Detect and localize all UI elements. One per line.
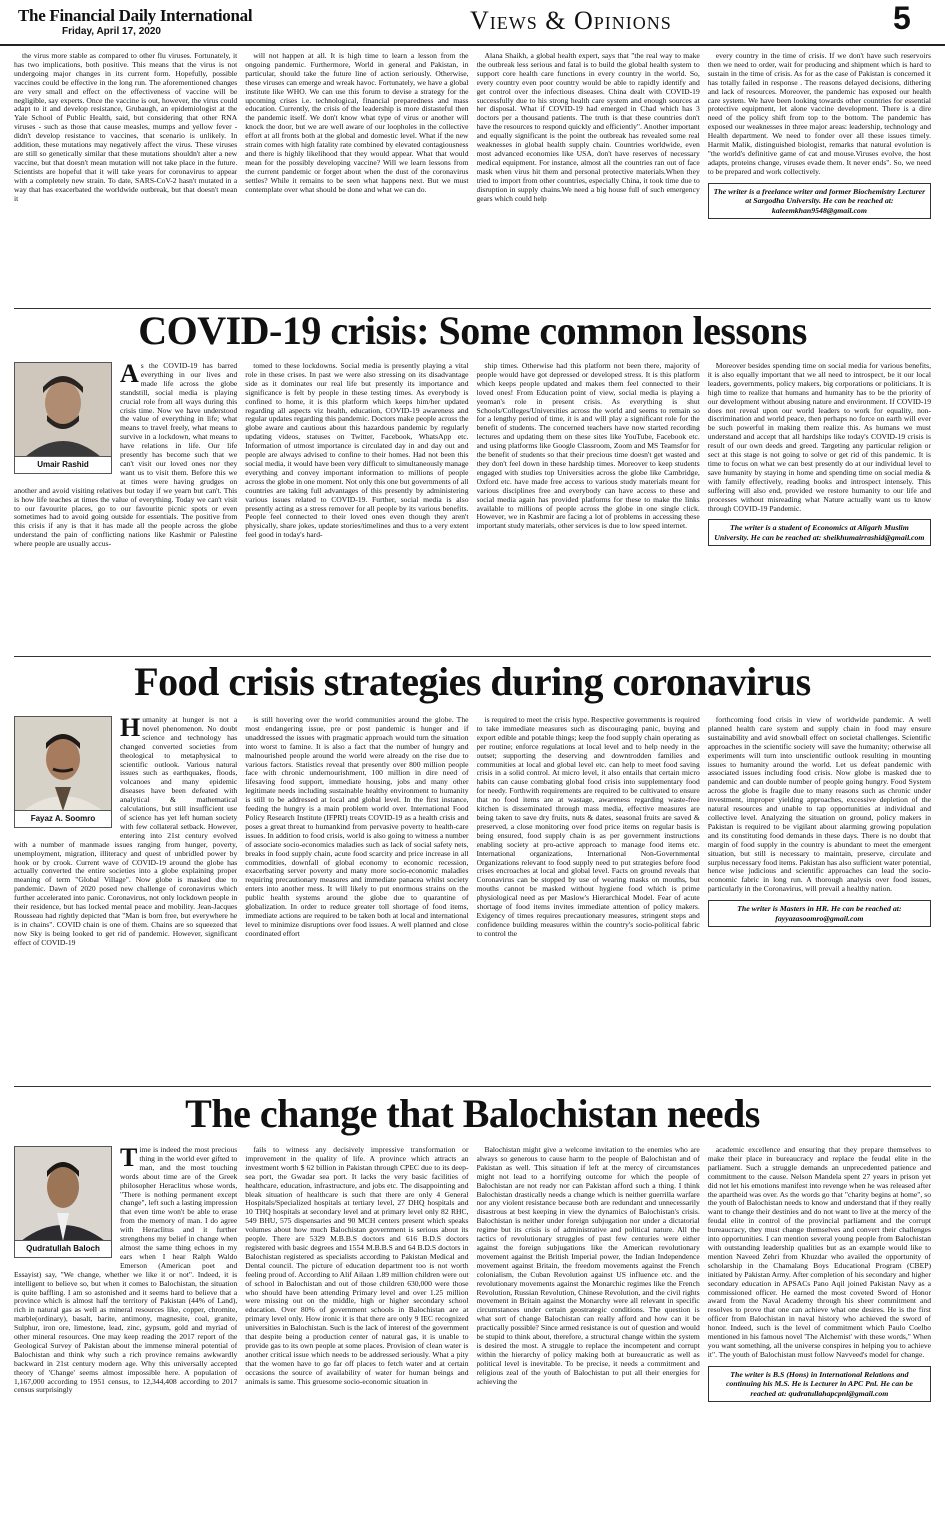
column-text: will not happen at all. It is high time to learn a lesson from the ongoing pandemic. Furthermore, World in general and Pakistan, in particular, should take the future line of action seriously. Otherwise, these viruses can emerge and wreak havoc. Fortunately, we have a global institute like WHO. We can use this forum to devise a strategy for the upcoming crises i.e. technological, financial preparedness and mass education. Currently, the crisis of the leadership is more distasteful then the pandemic itself. We don't know what type of virus or another will knock the door, but we are well aware of our loopholes in the collective effort at all fronts both at the global and domestic level. What if the new strain comes with high fatality rate combined by elevated contagiousness and there is highly likelihood that they would appear. What that would mean for the possibly developing vaccine? Will we learn lessons from the current pandemic or forget about when the dust of the coronavirus settles? While it remains to be seen what happens next. But we must contemplate over what should be done and what we can do. — [245, 52, 469, 194]
column-text: tomed to these lockdowns. Social media is presently playing a vital role in these crises. In past we were also stressing on its disadvantage side as it dominates our real life but presently its importance and significance is felt by people in these testing times. As everybody is confined to home, it is this platform which keeps him/her updated regarding all aspects viz health, education, COVID-19 awareness and regular updates regarding this pandemic. Doctors make people across the globe aware and cautious about this hazardous pandemic by regularly updating videos, statuses on Twitter, Facebook, WhatsApp etc. Information of utmost importance is circulated day in and day out and people are always advised to confine to their homes. Had not been this social media, it would have been very difficult to simultaneously manage everything and convey important information to millions of people across the globe in one moment. Not only this one but governments of all countries are taking full advantages of this presently by administering various issues related to COVID-19. Further, social media is also presently acting as a stress remover for all people by its various benefits. People feel connected to their loved ones even though they aren't physically, share jokes, update stories/timelines and thus to a very extent feel good in today's hard- — [245, 362, 469, 540]
author-portrait-icon — [15, 363, 111, 457]
top-article-col2 — [245, 52, 468, 305]
article-covid-lessons — [14, 362, 931, 652]
article2-col4 — [708, 716, 931, 1082]
column-text: ship times. Otherwise had this platform not been there, majority of people would have got depressed or developed stress. It is this platform which keeps people updated and makes them feel connected to their loved ones! From Education point of view, social media is playing a yeoman's role in present crisis. As everything is shut Schools/Colleges/Universities across the world and seems to remain so for a lengthy period of time, it is and will play a significant role for the benefit of students. The concerned teachers have now started recording lectures and updating them on these sites like YouTube, Facebook etc. and using platforms like Google Classroom, Zoom and MS Teamsfor for the benefit of students so that their precious time doesn't get wasted and they don't feel down in these hardship times. Moreover to keep students engaged with studies top Universities across the globe like Cambridge, Oxford etc. have made free access to various study materials meant for various disciplines free and everybody can have access to these and social media again has provided platforms for these to make the links available to millions of people across the globe in one single click. However, we in Kashmir are facing a lot of problems in accessing these important study materials, other services is due to low speed internet. — [476, 362, 700, 531]
page-number: 5 — [893, 0, 911, 36]
column-text: Alana Shaikh, a global health expert, says that "the real way to make the outbreak less serious and fatal is to build the global health system to support core health care functions in every country in the world. So, every country even poor country would be able to rapidly identify and get control over the infectious diseases. China dealt with COVID-19 successfully due to his strong health care system and enough sources at her disposal. What if COVID-19 had emerged in Chad which has 3 doctors per a thousand patients. The truth is that these countries don't have the resources to respond quickly and efficiently". Another important and equally significant is the point the outbreak has revealed some real weaknesses in global health supply chain. Countries worldwide, even most advanced economies like USA, don't have reserves of necessary medical equipment. For instance, almost all the countries ran out of face mask when virus hit them and personal protective materials.When they tried to import from other countries, especially China, it took time due to disruption in supply chains.We need a big house full of such emergency gears which could help — [476, 52, 700, 203]
top-article — [14, 52, 931, 305]
top-article-col4 — [708, 52, 931, 305]
article1-col3 — [477, 362, 700, 652]
author-name: Fayaz A. Soomro — [15, 810, 111, 827]
author-bio: The writer is B.S (Hons) in International Relations and continuing his M.S. He is Lecturer in APC Pnl. He can be reached at: qudratullahapcpnl@gmail.com — [708, 1366, 931, 1403]
divider — [14, 1086, 931, 1087]
headline-food-crisis: Food crisis strategies during coronavirus — [134, 659, 811, 704]
author-bio: The writer is a student of Economics at Aligarh Muslim University. He can be reached at: sheikhumairrashid@gmail.com — [708, 519, 931, 546]
article2-col2 — [245, 716, 468, 1082]
author-name: Umair Rashid — [15, 456, 111, 473]
article3-col4 — [708, 1146, 931, 1534]
headline-balochistan: The change that Balochistan needs — [185, 1091, 760, 1136]
drop-cap: A — [120, 362, 139, 388]
author-portrait-icon — [15, 1147, 111, 1241]
top-article-col1 — [14, 52, 237, 305]
drop-cap: T — [120, 1146, 138, 1172]
column-text: the virus more stable as compared to other flu viruses. Fortunately, it has two implications, both positive. This means that the virus is not undergoing major changes in its current form. Hopefully, possible vaccines could be effective in the long run. The aforementioned changes are very small and effect on the effectiveness of vaccine will be negligible, say experts. Once the vaccine is out, however, the virus could adapt to it and develop resistance, Grubaugh, an epidemiologist at the Yale School of Public Health, said, but considering that other RNA viruses - such as those that cause measles, mumps and yellow fever - didn't develop resistance to vaccines, that scenario is unlikely. In addition, these mutations may negatively affect the virus. These viruses are still so genetically similar that these mutations shouldn't alter a new vaccine, but that doesn't mean mutation will not take place in the future. Scientists are hopeful that it will take years for coronavirus to appear with a completely new strain. To date, SARS-CoV-2 hasn't mutated in a way that has exacerbated the worldwide outbreak, but that doesn't mean it — [14, 52, 238, 203]
divider — [14, 656, 931, 657]
column-text: ime is indeed the most precious thing in the world ever gifted to man, and the most touching words about time are of the Greek philosopher Heraclitus whose words, "There is nothing permanent except change", left such a lasting impression that even time won't be able to erase from the memory of man. I do agree with Heraclitus and it further strengthens my belief in change when almost the same thing echoes in my ears when I hear Ralph Waldo Emerson (American poet and Essayist) say, "We change, whether we like it or not". Indeed, it is intelligent to believe so, but when it comes to Balochistan, the situation is quite baffling. I am so astonished and it seems hard to believe that a province which is almost half the territory of Pakistan (44% of Land), rich in natural gas as well as mineral resources like, copper, chromite, marble(ordinary), basalt, barite, antimony, magnesite, coal, granite, Sulphur, iron ore, limestone, lead, zinc, gypsum, gold and myriad of other mineral resources. One may keep reading the 2017 report of the Geological Survey of Pakistan about the immense mineral potential of Balochistan and think why such a rich province remains awkwardly backward in 21st century modern age. Why this universally accepted theory of 'Change' seems almost impossible here. A population of 1,167,000 according to 1951 census, to 12,344,408 according to 2017 census surprisingly — [14, 1146, 238, 1395]
column-text: fails to witness any decisively impressive transformation or improvement in the quality of life. A province which attracts an investment worth $ 62 billion in Pakistan through CPEC due to its deep-sea port, the Gwadar sea port. It lacks the very basic facilities of healthcare, education, infrastructure, and jobs etc. The disappointing and bleak situation of healthcare is such that there are only 4 General Hospitals/Specialized hospitals at tertiary level, 27 DHQ hospitals and 10 THQ hospitals at secondary level and at primary level only 82 RHC, 549 BHU, 575 dispensaries and 90 MCH centers present which speaks volumes about how much Balochistan government is serious about its people. There are 5329 M.B.B.S doctors and 616 B.D.S doctors registered with basic degrees and 1554 M.B.B.S and 64 B.D.S doctors in Balochistan registered as specialists according to Pakistan Medical and Dental council. The picture of education department too is not worth feeling proud of. According to Alif Ailaan 1.89 million children were out of school in Balochistan and out of those children 630,000 were those who should have been attending Primary level and over 1.25 million were missing out on the middle, high or higher secondary school education. Over 80% of government schools in Balochistan are at primary level only. How ironic it is that there are only 9 IEC recognized universities in Balochistan. Such is the lack of interest of the government that despite being a production center of natural gas, it is unable to provide gas to its own people at some places. Provision of clean water is another critical issue which needs to be addressed seriously. What a pity that the women have to go far off places to fetch water and at certain occasions the source of availability of water for human beings and animals is same. This gruesome socio-economic situation in — [245, 1146, 469, 1386]
column-text: Moreover besides spending time on social media for various benefits, it is also equally important that we all need to introspect, be it our local leaders, governments, policy makers, big corporations or politicians. It is high time to realize that humans and humanity has to be the priority of our development without abusing nature and environment. If COVID-19 does not reveal upon our world leaders to work for equality, non-discrimination and world peace, then perhaps no force on earth will ever be such powerful in making them realize this. As humans we must understand and accept that all hardships like today's COVID-19 crisis is result of our own deeds and greed. Targeting any particular religion or sect at this stage is not going to solve or get rid of this pandemic. It is time to focus on what we can best presently do at our individual level to save humanity by staying in home and spending time on social media & with family effectively, reading books and introspect intensely. This suffering will also end, provided we restore humanity to our life and processes without misreading what Nature actually want us to know through COVID-19 Pandemic. — [707, 362, 931, 513]
article-balochistan — [14, 1146, 931, 1534]
masthead — [0, 0, 945, 46]
article-food-crisis — [14, 716, 931, 1082]
article1-col4 — [708, 362, 931, 652]
article1-col2 — [245, 362, 468, 652]
issue-date: Friday, April 17, 2020 — [62, 26, 161, 37]
drop-cap: H — [120, 716, 141, 742]
article2-col1 — [14, 716, 237, 1082]
paper-name: The Financial Daily International — [18, 6, 253, 25]
column-text: umanity at hunger is not a novel phenomenon. No doubt science and technology has changed converted societies from theological to metaphysical to scientific outlook. Various natural issues such as earthquakes, floods, volcanoes and many epidemic diseases have been defeated with analytical & mathematical calculations, but still insufficient use of science has yet left human society with few collateral setback. However, entering into 21st century evolved with a number of manmade issues ranging from hunger, poverty, unemployment, migration, illiteracy and quest of unbridled power by hook or by crook. Current wave of COVID-19 around the globe has actually converted the entire societies into a globe explaining proper meaning of term "Global Village". Now globe is masked due to pandemic. Dawn of 2020 posed new challenge of coronavirus which further accelerated into panic. Coronavirus, not only lockdown people in their residence, but has locked mental peace and mobility. Jean-Jacques Rousseau had rightly depicted that "Man is born free, but everywhere he is in chains". COVID chain is one of them. Chains are so squeezed that now Sky is being looked to get rid of pandemic. However, significant effect of COVID-19 — [14, 716, 238, 947]
column-text: is required to meet the crisis hype. Respective governments is required to take immediate measures such as discouraging panic, buying and export edible and potable things; keep the food supply chain operating as per routine; enforce regulations at local level and to help needy in the outset; supporting the deserving and downtrodden families and communities at local and global level etc. can help to meet food saving crisis in a solid control. At micro level, it also entails that certain micro habits can cause combating global food crisis into supplementary food for needy. Forthwith requirements are required to be cultivated to ensure that no food items are at wastage, awareness regarding waste-free kitchen is disseminated through mass media, effective measures are being taken to save dry fruits, nuts & dates, seasonal fruits are saved & preserved, a close monitoring over food price items on regular basis is being ensured, food supply chain is as per government instructions enabling society at pro-active approach to manage food items etc. International organizations, International Non-Governmental Organizations relevant to food supply need to put strategies before food crises encroaches at local and global level. Facts on ground reveals that Coronavirus can be stopped by use of wearing masks on mouths, but mouths cannot be masked without hygiene food which is prime physiological need as per Maslow's Hierarchical Model. Fear of acute shortage of food items invites immediate attention of policy makers. Exigency of times requires precautionary measures, stringent steps and confidence building measures within the country's socio-political fabric to control the — [476, 716, 700, 938]
column-text: is still hovering over the world communities around the globe. The most endangering issue, pre or post pandemic is hunger and if unaddressed the issues with pragmatic approach would turn the situation into worst to famine. It is also a fact that the number of hungry and malnourished people around the world were already on the rise due to various factors. Statistics reveal that presently over 800 million people face with chronic undernourishment, 100 million in dire need of lifesaving food support, immediate housing, jobs and many other legitimate needs including sustainable healthy environment to humanity is still to be addressed at local and global level. In the first instance, feeding the hungry is a main problem world over. International Food Policy Research Institute (IFPRI) treats COVID-19 as a health crisis and poses a great threat to humankind from pervasive poverty to health-care issues. In addition to food crisis, world is also going to witness a number of associate socio-economics maladies such as lack of social safety nets, breaks in food supply chain, acute food scarcity and price increase in all commodities, downfall of global economy to economic recession, exacerbating server poverty and many more socio-economic maladies requiring precautionary measures and immediate panacea whilst society enters into another mess. It will likely to put enormous strains on the public health systems around the globe due to quarantine of globalization. In order to reduce greater toll shortage of food items, immediate actions are required to be taken both at local and international level to minimize disruptions over food issues. A well planned and close coordinated effort — [245, 716, 469, 938]
headline-covid-lessons: COVID-19 crisis: Some common lessons — [138, 308, 807, 353]
article1-col1 — [14, 362, 237, 652]
article3-col2 — [245, 1146, 468, 1534]
author-portrait-icon — [15, 717, 111, 811]
top-article-col3 — [477, 52, 700, 305]
author-bio: The writer is Masters in HR. He can be reached at: fayyazasoomro@gmail.com — [708, 900, 931, 927]
author-photo — [14, 362, 112, 474]
author-photo — [14, 1146, 112, 1258]
author-name: Qudratullah Baloch — [15, 1240, 111, 1257]
column-text: forthcoming food crisis in view of worldwide pandemic. A well planned health care system and supply chain in food may ensure sustainability and avid snowball effect on societal challenges. Scientific approaches in the scientific society will save the humanity; otherwise all experiments will turn into unscientific outlook resulting in mounting issues to humanity around the world. Let us defeat pandemic with associated issues including food crisis. Now globe is masked due to pandemic and can double number of people going hungry. Food System across the globe is fragile due to many reasons such as chronic under investment, improper yielding approaches, excessive depletion of the natural resources and unable to tap opportunities at individual and collective level. Analyzing the situation on ground, policy makers in Pakistan is required to be vigilant about alarming growing population and its constituting food demands in these days. There is no doubt that margin of food supply in the country is abundant to meet the emergent situation, but still is necessary to maintain, preserve, circulate and surplus necessary food items. Pakistan has also sufficient water potential, hence wise judicious and scientific approaches can lead the socio-economic fabric in long run. A thorough analysis over food issues, particularly in the Coronavirus, will prevail a healthy nation. — [707, 716, 931, 894]
author-photo — [14, 716, 112, 828]
article2-col3 — [477, 716, 700, 1082]
author-bio: The writer is a freelance writer and former Biochemistry Lecturer at Sargodha University. He can be reached at: kaleemkhan9548@gmail.com — [708, 183, 931, 220]
section-title: Views & Opinions — [470, 6, 672, 35]
article3-col1 — [14, 1146, 237, 1534]
column-text: academic excellence and ensuring that they prepare themselves to make their place in bureaucracy and replace the feudal elite in the parliament. Such a struggle demands an unprecedented patience and commitment to the cause. Nelson Mandela spent 27 years in prison yet did not let his emotions manifest into revenge when he was released after the apartheid was over. As the words go that "charity begins at home", so the youth of Balochistan needs to know and understand that if they really want to change their destinies and do not want to live at the mercy of the feudal elite in control of the provincial parliament and the corrupt bureaucracy, they must change themselves and convert their challenges into opportunities. I can mention several young people from Balochistan with outstanding leadership qualities but as an example would like to mention Naveed Zehri from Khuzdar who availed the opportunity of scholarship in the Chamalang Boys Educational Program (CBEP) initiated by Pakistan Army. After completion of his secondary and higher secondary education in APSACs Pano Aqil joined Pakistan Navy as a commissioned officer. He earned the most coveted Sword of Honor award from the Naval Academy through his sheer commitment and resolves to prove that one can achieve what one desires. He is the first officer from Balochistan in naval history who achieved the sword of honor. Indeed, such is the level of commitment which Paulo Coelho mentioned in his famous novel 'The Alchemist' with these words," When you want something, all the universe conspires in helping you to achieve it". The youth of Balochistan must follow Navveed's model for change. — [707, 1146, 931, 1359]
column-text: Balochistan might give a welcome invitation to the enemies who are always so generous to cause harm to the people of Balochistan and of Pakistan as well. This situation if left at the mercy of circumstances might not lead to a horrifying outcome for which the people of Balochistan are not ready nor can Pakistan afford such a thing. I think Balochistan drastically needs a change which is neither guerrilla warfare nor any violent resistance because both are redundant and unnecessarily disastrous at best keeping in view the dynamics of Balochistan's crisis. Balochistan is neither under foreign subjugation nor under a dictatorial regime but its crisis is of administrative and political nature. All the tactics of revolutionary struggles of past few centuries were either against the foreign subjugations like the American revolutionary movement against the British Imperial power, the Indian Independence movement against Britain, the freedom movements against the French colonialism, the Cuban Revolution against US influence etc. and the revolutionary movements against the Monarchic regimes like the French Revolution, Russian Revolution, Chinese Revolution, and the civil rights movement in Britain against the Monarchy were all relevant in specific circumstances under certain geostrategic conditions. The question is what sort of change Balochistan can really afford and how can it be practically possible? Since armed resistance is out of question and would be stupid to think about, therefore, a structural change within the system is desired the most. A struggle to replace the incompetent and corrupt within the hierarchy of policy making both at bureaucratic as well as political level is inevitable. To be precise, it needs a commitment and religious zeal of the youth of Balochistan to put all their energies for achieving the — [476, 1146, 700, 1386]
column-text: every country in the time of crisis. If we don't have such reservoirs then we need to order, wait for producing and shipment which is hard to sustain in the time of crisis. As for as the case of Pakistan is concerned it has totally failed in response . The reasons delayed decisions, dithering and lack of resources. Moreover, the pandemic has exposed our health care system. We have been looking towards other countries for essential protective equipment, let alone vaccine development. There is a dire need of the policy shift from top to the bottom. The pandemic has exposed our weaknesses in three major areas: leadership, technology and Health department. We need to fonder over all these issues timely. Harmit Malik, distinguished biologist, remarks that natural evolution is "the world's definitive game of cat and mouse.Viruses evolve, the host adapts, proteins change, viruses evade them. It never ends". So, we need to be prepared and work collectively. — [707, 52, 931, 176]
article3-col3 — [477, 1146, 700, 1534]
column-text: s the COVID-19 has barred everything in our lives and made life across the globe standstill, social media is playing crucial role from all ways during this crisis time. Now we have understood the value of everything in life; what means to travel freely, what means to survive in a lockdown, what means to have relations in life. Our life presently has become such that we can't visit our loved ones nor they want us to visit them. Before this we at times were having grudges on another and avoid visiting relatives but today if we yearn but can't. This is how life teaches at times the value of everything. Today we can't visit to our favourite places, go to our favourite picnic spots or even sometimes had to avoid going outside for essentials. The positive from this crisis if any is that it has made all the people across the globe understand the pain of conflicting nations like Kashmir or Palestine where people are usually accus- — [14, 362, 238, 549]
